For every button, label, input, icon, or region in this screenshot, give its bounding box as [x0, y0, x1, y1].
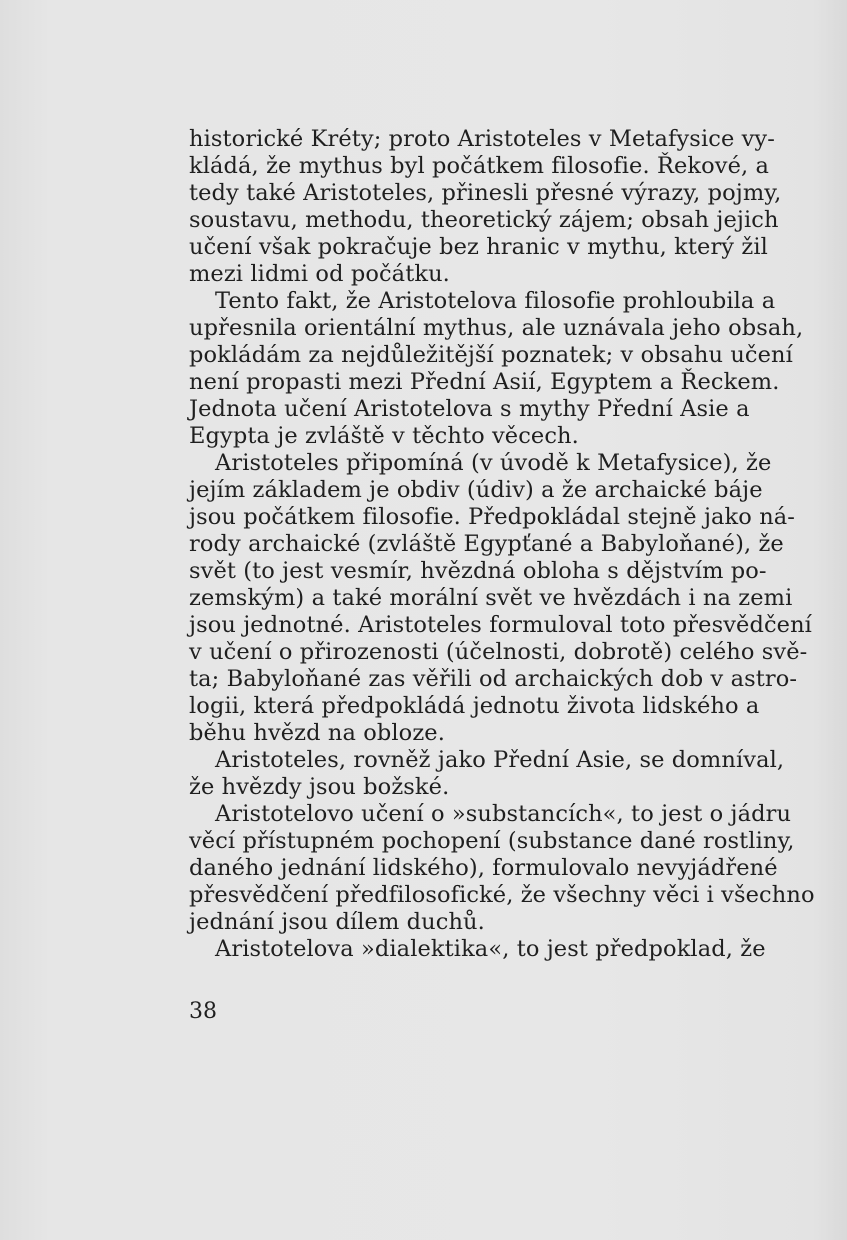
text-line: soustavu, methodu, theoretický zájem; obsah jejich: [189, 207, 779, 233]
text-line: jsou jednotné. Aristoteles formuloval toto přesvědčení: [189, 612, 812, 638]
text-line: daného jednání lidského), formulovalo nevyjádřené: [189, 855, 778, 881]
text-line: Jednota učení Aristotelova s mythy Přední Asie a: [189, 396, 750, 422]
text-line: přesvědčení předfilosofické, že všechny věci i všechno: [189, 882, 815, 908]
text-line: jsou počátkem filosofie. Předpokládal stejně jako ná-: [189, 504, 795, 530]
text-line: upřesnila orientální mythus, ale uznávala jeho obsah,: [189, 315, 804, 341]
text-line: pokládám za nejdůležitější poznatek; v obsahu učení: [189, 342, 793, 368]
text-line: Egypta je zvláště v těchto věcech.: [189, 423, 579, 449]
page-number: 38: [189, 999, 217, 1024]
text-line: Tento fakt, že Aristotelova filosofie prohloubila a: [215, 288, 776, 314]
text-line: Aristoteles, rovněž jako Přední Asie, se domníval,: [215, 747, 785, 773]
text-line: kládá, že mythus byl počátkem filosofie. Řekové, a: [189, 153, 770, 179]
text-line: tedy také Aristoteles, přinesli přesné výrazy, pojmy,: [189, 180, 782, 206]
text-line: historické Kréty; proto Aristoteles v Metafysice vy-: [189, 126, 775, 152]
text-line: věcí přístupném pochopení (substance dané rostliny,: [189, 828, 795, 854]
text-line: zemským) a také morální svět ve hvězdách i na zemi: [189, 585, 793, 611]
text-line: svět (to jest vesmír, hvězdná obloha s dějstvím po-: [189, 558, 767, 584]
text-line: že hvězdy jsou božské.: [189, 774, 450, 800]
text-line: logii, která předpokládá jednotu života lidského a: [189, 693, 760, 719]
text-line: Aristoteles připomíná (v úvodě k Metafysice), že: [215, 450, 772, 476]
text-line: Aristotelovo učení o »substancích«, to jest o jádru: [215, 801, 792, 827]
text-line: v učení o přirozenosti (účelnosti, dobrotě) celého svě-: [189, 639, 808, 665]
text-line: rody archaické (zvláště Egypťané a Babyloňané), že: [189, 531, 784, 557]
text-line: mezi lidmi od počátku.: [189, 261, 450, 287]
text-line: jejím základem je obdiv (údiv) a že archaické báje: [189, 477, 763, 503]
text-line: Aristotelova »dialektika«, to jest předpoklad, že: [215, 936, 766, 962]
text-line: není propasti mezi Přední Asií, Egyptem a Řeckem.: [189, 369, 780, 395]
text-line: jednání jsou dílem duchů.: [189, 909, 485, 935]
text-line: učení však pokračuje bez hranic v mythu, který žil: [189, 234, 768, 260]
body-text: [189, 126, 815, 963]
text-line: běhu hvězd na obloze.: [189, 720, 445, 746]
text-line: ta; Babyloňané zas věřili od archaických dob v astro-: [189, 666, 798, 692]
